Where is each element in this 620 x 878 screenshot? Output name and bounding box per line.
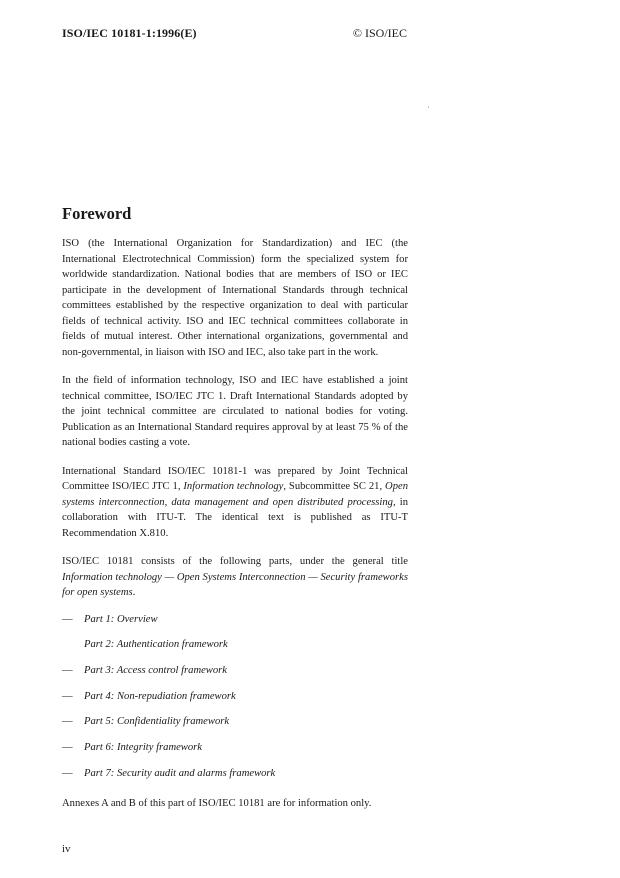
parts-list [62,612,408,782]
annex-note: Annexes A and B of this part of ISO/IEC 10181 are for information only. [62,798,372,810]
standard-identifier: ISO/IEC 10181-1:1996(E) [62,26,197,40]
part-label: Part 7: Security audit and alarms framework [84,767,276,779]
copyright-notice: © ISO/IEC [352,26,407,40]
list-item [62,766,408,782]
prep-text-1: International Standard ISO/IEC 10181-1 was prepared by Joint Technical Committee ISO/IEC JTC 1, [62,465,408,492]
list-item [62,689,408,705]
dash-bullet: — [62,716,73,728]
part-label: Part 2: Authentication framework [84,639,228,651]
list-item [62,612,408,628]
paragraph-iso-iec: ISO (the International Organization for Standardization) and IEC (the International Electrotechnical Commission) form the specialized system for worldwide standardization. National bodies that are members of ISO or IEC participate in the development of International Standards through technical committees established by the respective organization to deal with particular fields of technical activity. ISO and IEC technical committees collaborate in fields of mutual interest. Other international organizations, governmental and non-governmental, in liaison with ISO and IEC, also take part in the work. [62,238,408,358]
part-label: Part 5: Confidentiality framework [84,716,230,728]
parts-general-title: Information technology — Open Systems Interconnection — Security frameworks for open systems [62,571,408,598]
part-label: Part 4: Non-repudiation framework [84,690,236,702]
foreword-body [62,236,408,825]
prep-text-3: , in collaboration with ITU-T. The identical text is published as ITU-T Recommendation X.810. [62,496,408,539]
list-item [62,637,408,653]
page-title: Foreword [62,204,132,223]
prep-text-2: , Subcommittee SC 21, [283,481,386,492]
scan-speck [428,106,429,108]
list-item [62,740,408,756]
dash-bullet: — [62,613,73,625]
list-item [62,663,408,679]
dash-bullet: — [62,767,73,779]
dash-bullet: — [62,664,73,676]
paragraph-parts-intro [62,554,408,601]
prep-subcommittee-title: Open systems interconnection, data management and open distributed processing [62,481,408,508]
dash-bullet [62,637,84,653]
prep-committee-title: Information technology [183,481,284,492]
page-number: iv [62,843,71,855]
part-label: Part 3: Access control framework [84,664,227,676]
paragraph-preparation [62,464,408,542]
part-label: Part 6: Integrity framework [84,741,202,753]
dash-bullet: — [62,741,73,753]
paragraph-jtc1: In the field of information technology, ISO and IEC have established a joint technical committee, ISO/IEC JTC 1. Draft International Standards adopted by the joint technical committee are circulated to national bodies for voting. Publication as an International Standard requires approval by at least 75 % of the national bodies casting a vote. [62,375,408,448]
dash-bullet: — [62,690,73,702]
parts-intro-end: . [132,587,136,598]
part-label: Part 1: Overview [84,613,158,625]
parts-intro-text: ISO/IEC 10181 consists of the following parts, under the general title [62,556,408,567]
list-item [62,714,408,730]
